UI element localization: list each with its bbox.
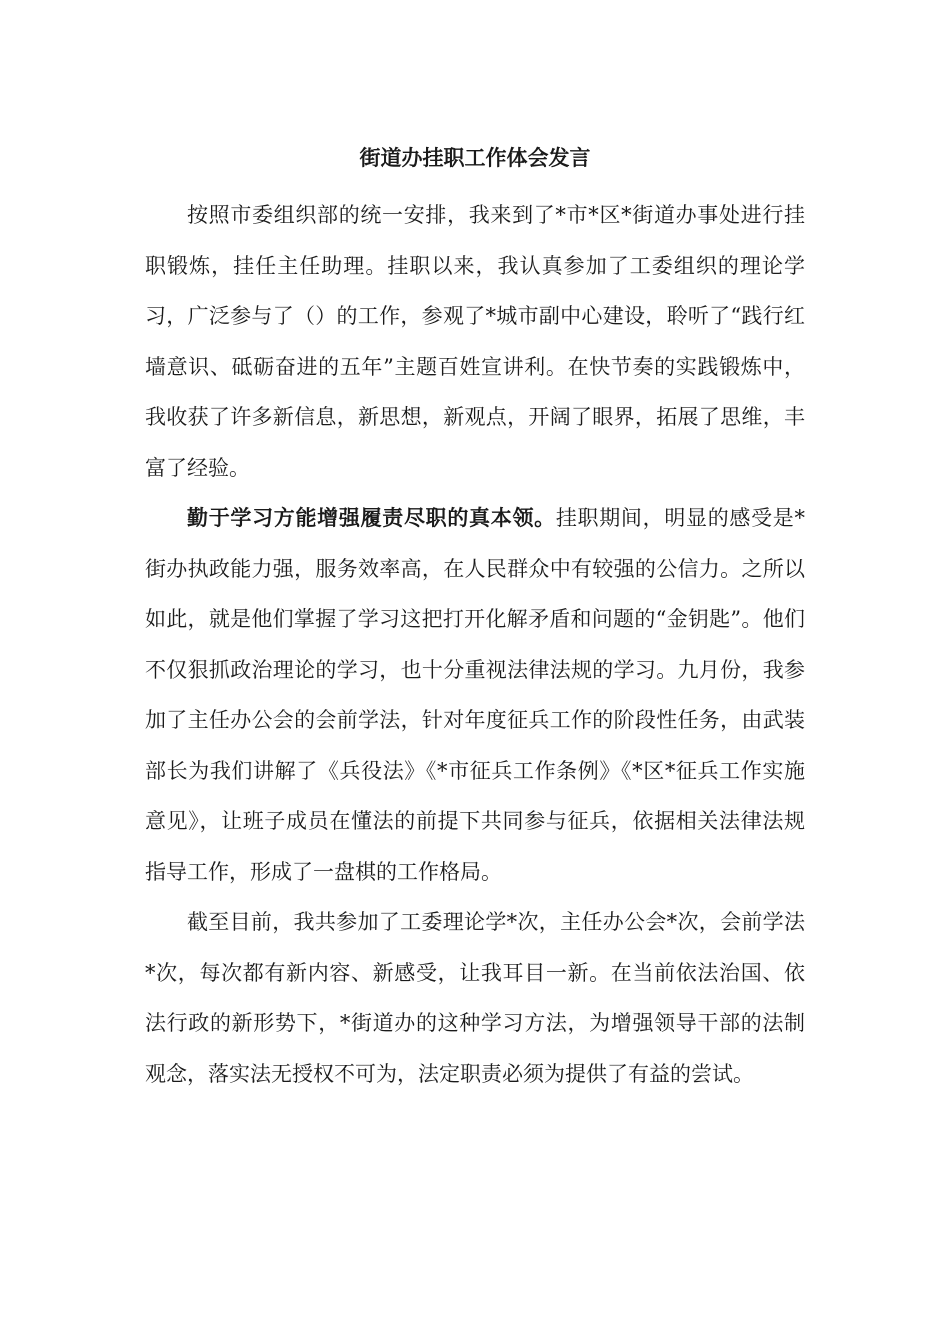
- document-page: [145, 138, 805, 1099]
- paragraph-1-text: 按照市委组织部的统一安排，我来到了*市*区*街道办事处进行挂职锻炼，挂任主任助理。挂职以来，我认真参加了工委组织的理论学习，广泛参与了（）的工作，参观了*城市副中心建设，聆听了“践行红墙意识、砥砺奋进的五年”主题百姓宣讲利。在快节奏的实践锻炼中，我收获了许多新信息，新思想，新观点，开阔了眼界，拓展了思维，丰富了经验。: [145, 203, 805, 480]
- paragraph-2: [145, 493, 805, 897]
- paragraph-2-lead: 勤于学习方能增强履责尽职的真本领。: [187, 505, 556, 530]
- paragraph-3: [145, 897, 805, 1099]
- paragraph-3-text: 截至目前，我共参加了工委理论学*次，主任办公会*次，会前学法*次，每次都有新内容、新感受，让我耳目一新。在当前依法治国、依法行政的新形势下，*街道办的这种学习方法，为增强领导干部的法制观念，落实法无授权不可为，法定职责必须为提供了有益的尝试。: [145, 910, 805, 1086]
- paragraph-2-text: 挂职期间，明显的感受是*街办执政能力强，服务效率高，在人民群众中有较强的公信力。之所以如此，就是他们掌握了学习这把打开化解矛盾和问题的“金钥匙”。他们不仅狠抓政治理论的学习，也十分重视法律法规的学习。九月份，我参加了主任办公会的会前学法，针对年度征兵工作的阶段性任务，由武装部长为我们讲解了《兵役法》《*市征兵工作条例》《*区*征兵工作实施意见》，让班子成员在懂法的前提下共同参与征兵，依据相关法律法规指导工作，形成了一盘棋的工作格局。: [145, 506, 806, 884]
- document-title: 街道办挂职工作体会发言: [359, 145, 591, 170]
- paragraph-1: [145, 190, 805, 493]
